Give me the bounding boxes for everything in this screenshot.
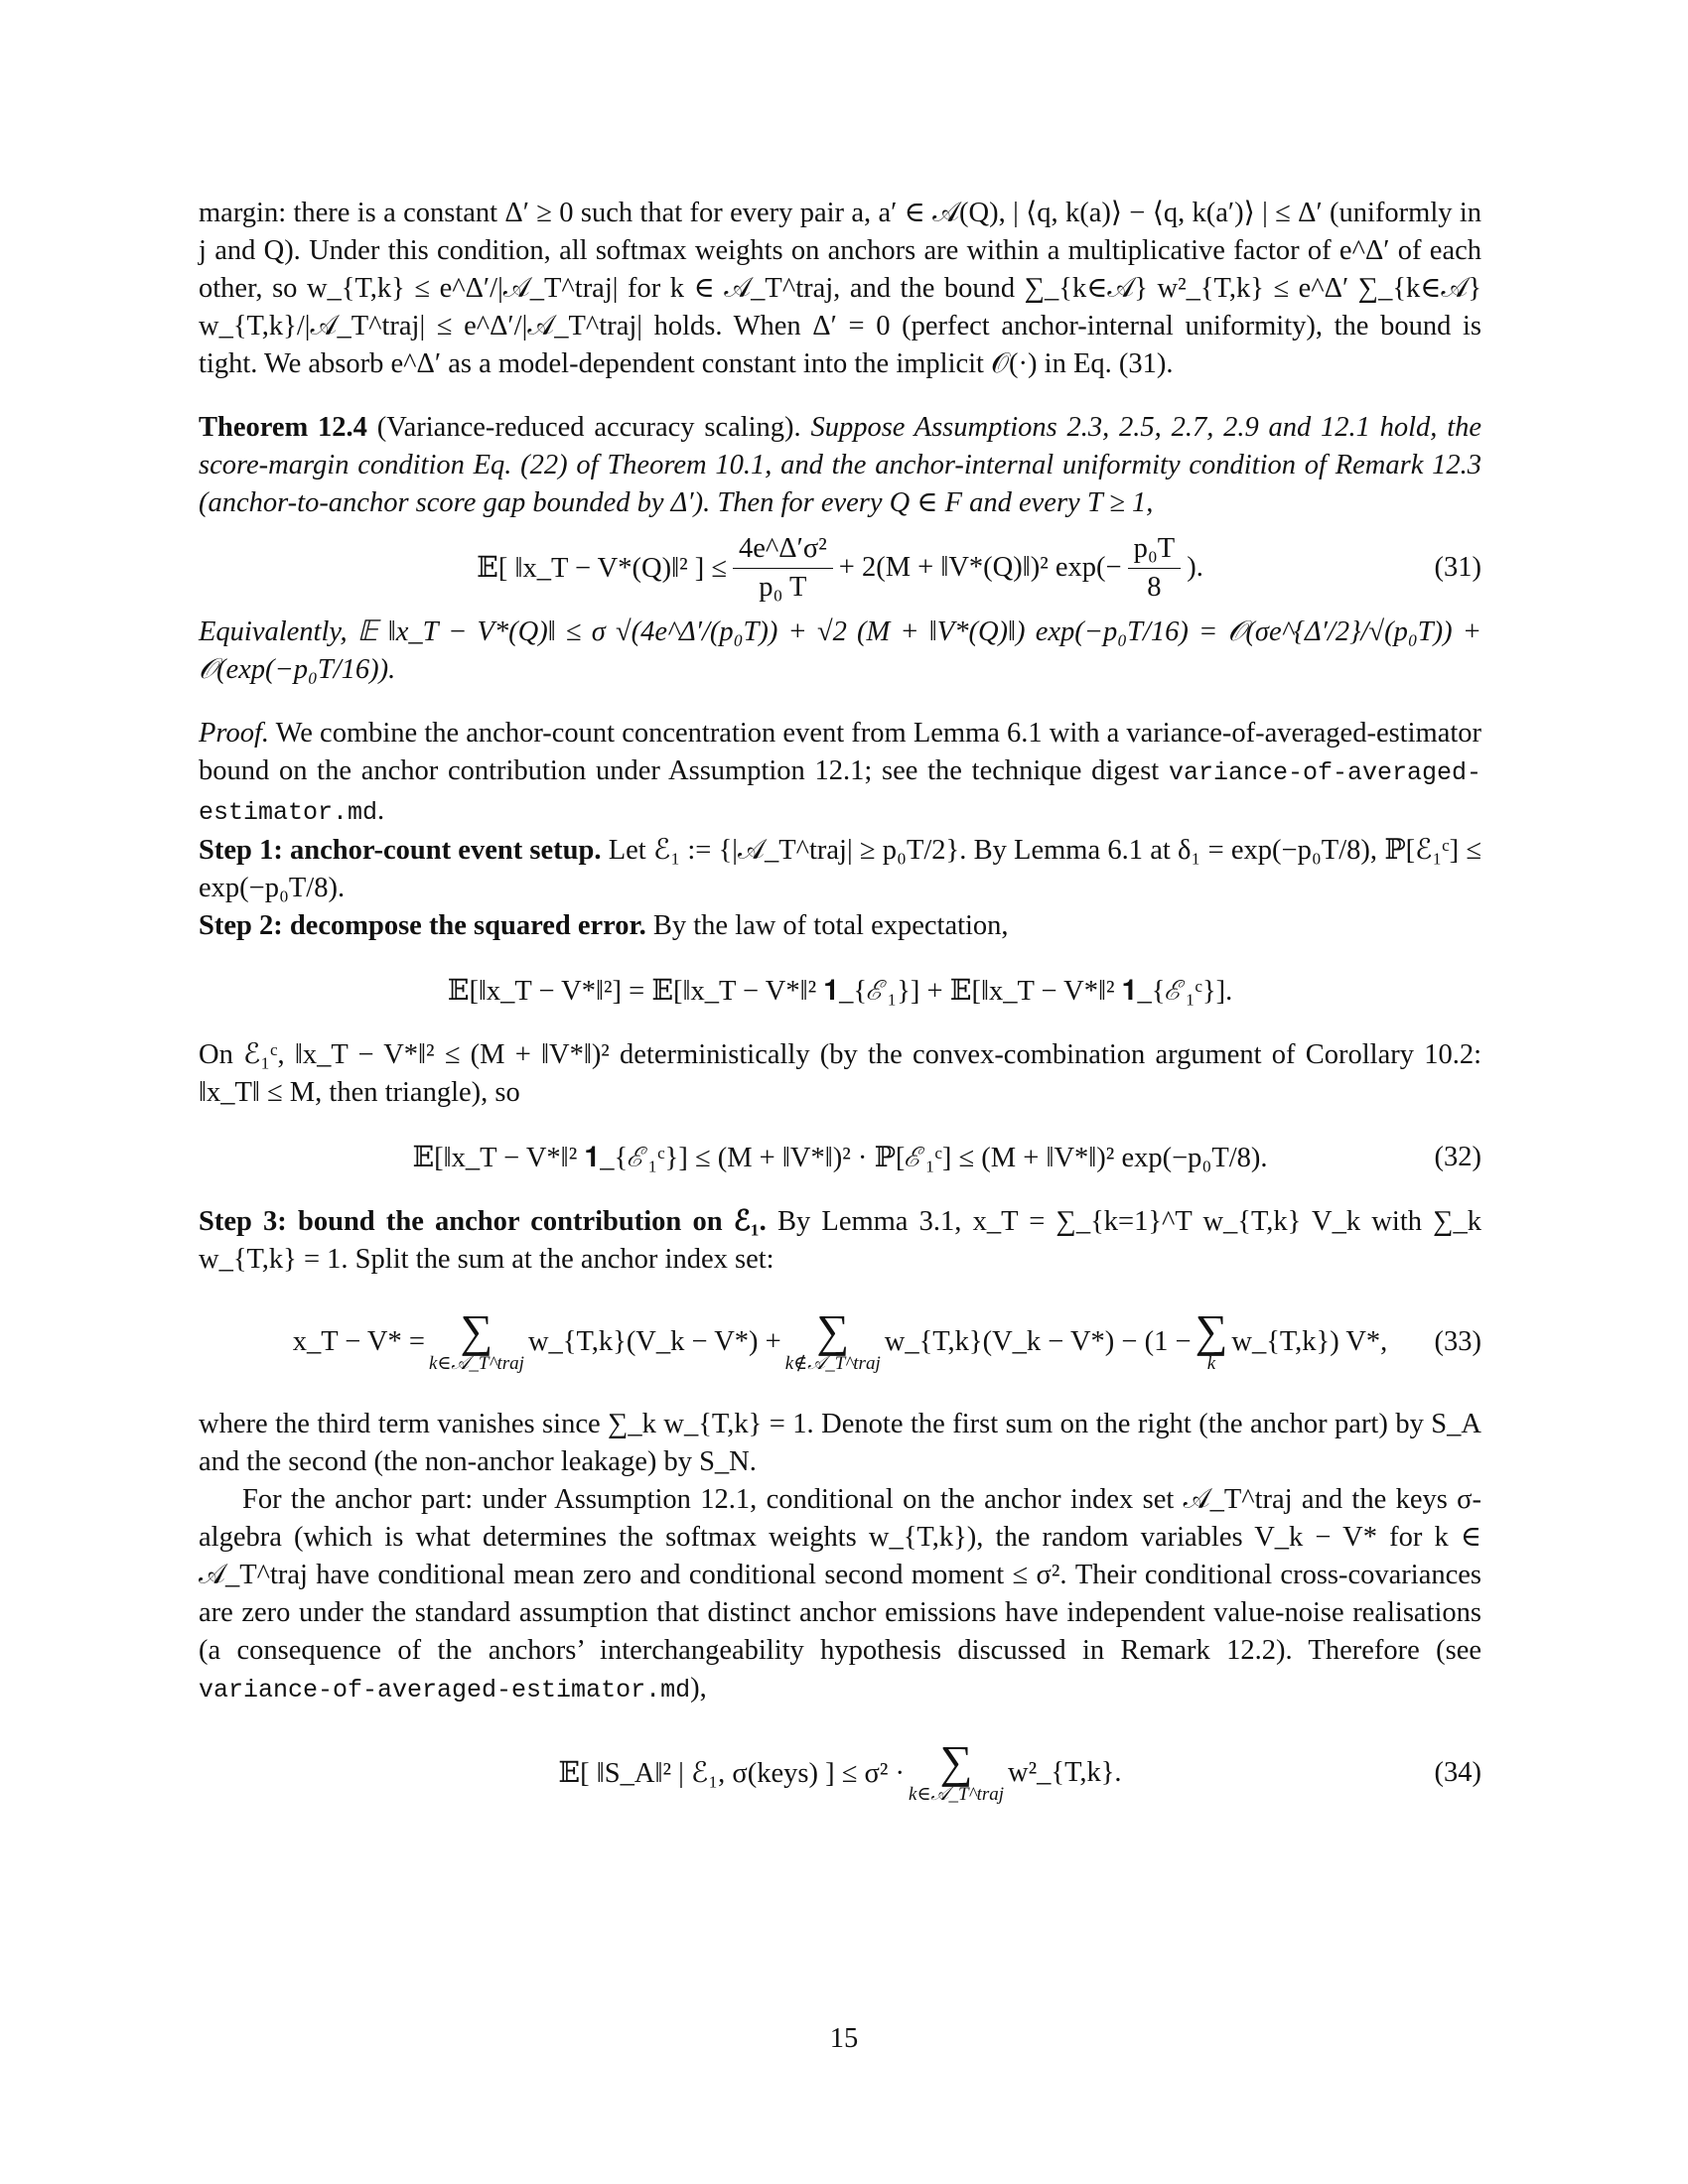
eq31-tail: ). [1187, 552, 1203, 583]
after-33 [199, 1406, 1481, 1481]
step-3-label: Step 3: bound the anchor contribution on ℰ₁. [199, 1206, 767, 1237]
step-2-text: By the law of total expectation, [652, 910, 1009, 941]
eq33-sum-all [1195, 1305, 1228, 1375]
step-2-label: Step 2: decompose the squared error. [199, 910, 646, 941]
eq33-lhs: x_T − V* = [292, 1326, 425, 1357]
eq33-sum-all-limit: k [1206, 1353, 1216, 1374]
anchor-part-end: ), [690, 1673, 707, 1704]
equation-33 [199, 1279, 1481, 1406]
eq31-frac-numerator: 4e^Δ′σ² [733, 532, 833, 569]
equation-decomposition [199, 945, 1481, 1036]
equation-32 [199, 1112, 1481, 1203]
theorem-label: Theorem 12.4 [199, 412, 367, 443]
equivalently-text: Equivalently, 𝔼 ‖x_T − V*(Q)‖ ≤ σ √(4e^Δ′/(p₀T)) + √2 (M + ‖V*(Q)‖) exp(−p₀T/16) = 𝒪(σe^{Δ′/2}/√(p₀T)) + 𝒪(exp(−p₀T/16)). [199, 616, 1481, 685]
sum-symbol: ∑ [1195, 1305, 1228, 1356]
eq31-frac-denominator: p₀ T [759, 571, 807, 603]
eq33-sum-nonanchor-limit: k∉𝒜_T^traj [784, 1353, 881, 1374]
eq33-sum-anchor [428, 1305, 524, 1375]
after-decomposition-text: On ℰ₁ᶜ, ‖x_T − V*‖² ≤ (M + ‖V*‖)² deterministically (by the convex-combination argument of Corollary 10.2: ‖x_T‖ ≤ M, then triangle), so [199, 1039, 1481, 1108]
eq31-fraction [733, 532, 833, 605]
step-1 [199, 832, 1481, 907]
eq31-exp-denominator: 8 [1147, 571, 1162, 603]
eq34-sum-limit: k∈𝒜_T^traj [909, 1784, 1005, 1805]
theorem-name: (Variance-reduced accuracy scaling). [376, 412, 801, 443]
eq34-sum [909, 1736, 1005, 1806]
eq33-term2: w_{T,k}(V_k − V*) − (1 − [884, 1326, 1192, 1357]
step-1-label: Step 1: anchor-count event setup. [199, 835, 602, 866]
theorem-12-4 [199, 409, 1481, 522]
proof-text: We combine the anchor-count concentration event from Lemma 6.1 with a variance-of-averaged-estimator bound on the anchor contribution under Assumption 12.1; see the technique digest [199, 718, 1481, 786]
eq31-mid: + 2(M + ‖V*(Q)‖)² exp(− [838, 552, 1122, 583]
proof-text-end: . [377, 795, 385, 826]
eq33-sum-nonanchor [784, 1305, 881, 1375]
step-3-text: By Lemma 3.1, x_T = ∑_{k=1}^T w_{T,k} V_k with ∑_k w_{T,k} = 1. Split the sum at the anchor index set: [199, 1206, 1482, 1275]
step-3 [199, 1203, 1481, 1279]
anchor-part-text: For the anchor part: under Assumption 12.1, conditional on the anchor index set 𝒜_T^traj and the keys σ-algebra (which is what determines the softmax weights w_{T,k}), the random variables V_k − V* for k ∈ 𝒜_T^traj have conditional mean zero and conditional second moment ≤ σ². Their conditional cross-covariances are zero under the standard assumption that distinct anchor emissions have independent value-noise realisations (a consequence of the anchors’ interchangeability hypothesis discussed in Remark 12.2). Therefore (see [199, 1484, 1481, 1666]
equation-31 [199, 522, 1481, 614]
proof-intro [199, 715, 1481, 832]
eq34-lhs: 𝔼[ ‖S_A‖² | ℰ₁, σ(keys) ] ≤ σ² · [558, 1758, 906, 1789]
eq-decomposition-body: 𝔼[‖x_T − V*‖²] = 𝔼[‖x_T − V*‖² 𝟏_{ℰ₁}] + 𝔼[‖x_T − V*‖² 𝟏_{ℰ₁ᶜ}]. [447, 976, 1233, 1007]
eq34-number: (34) [1434, 1757, 1481, 1788]
sum-symbol: ∑ [816, 1305, 850, 1356]
eq32-number: (32) [1434, 1142, 1481, 1172]
eq33-sum-anchor-limit: k∈𝒜_T^traj [428, 1353, 524, 1374]
eq34-rhs: w²_{T,k}. [1008, 1757, 1122, 1788]
page-number: 15 [829, 2023, 859, 2054]
eq31-exp-fraction [1128, 532, 1182, 605]
step-2 [199, 907, 1481, 945]
sum-symbol: ∑ [939, 1736, 973, 1787]
eq31-lhs: 𝔼[ ‖x_T − V*(Q)‖² ] ≤ [477, 553, 727, 584]
technique-file-reference: variance-of-averaged-estimator.md [199, 758, 1482, 827]
proof-label: Proof. [199, 718, 269, 749]
theorem-statement: Suppose Assumptions 2.3, 2.5, 2.7, 2.9 and 12.1 hold, the score-margin condition Eq. (22) of Theorem 10.1, and the anchor-internal uniformity condition of Remark 12.3 (anchor-to-anchor score gap bounded by Δ′). Then for every Q ∈ F and every T ≥ 1, [199, 412, 1482, 518]
eq31-exp-numerator: p₀T [1128, 532, 1182, 569]
step-1-text: Let ℰ₁ := {|𝒜_T^traj| ≥ p₀T/2}. By Lemma 6.1 at δ₁ = exp(−p₀T/8), ℙ[ℰ₁ᶜ] ≤ exp(−p₀T/8). [199, 835, 1481, 903]
page-body [199, 195, 1481, 1837]
margin-paragraph [199, 195, 1481, 383]
equivalently-paragraph [199, 614, 1481, 689]
eq33-number: (33) [1434, 1326, 1481, 1357]
eq31-number: (31) [1434, 552, 1481, 583]
anchor-part-paragraph [199, 1481, 1481, 1709]
sum-symbol: ∑ [460, 1305, 493, 1356]
anchor-file-reference: variance-of-averaged-estimator.md [199, 1676, 691, 1705]
eq33-term3: w_{T,k}) V*, [1231, 1326, 1388, 1357]
eq32-body: 𝔼[‖x_T − V*‖² 𝟏_{ℰ₁ᶜ}] ≤ (M + ‖V*‖)² · ℙ[ℰ₁ᶜ] ≤ (M + ‖V*‖)² exp(−p₀T/8). [412, 1143, 1268, 1173]
equation-34 [199, 1709, 1481, 1837]
margin-paragraph-text: margin: there is a constant Δ′ ≥ 0 such that for every pair a, a′ ∈ 𝒜(Q), | ⟨q, k(a)⟩ − ⟨q, k(a′)⟩ | ≤ Δ′ (uniformly in j and Q). Under this condition, all softmax weights on anchors are within a multiplicative factor of e^Δ′ of each other, so w_{T,k} ≤ e^Δ′/|𝒜_T^traj| for k ∈ 𝒜_T^traj, and the bound ∑_{k∈𝒜} w²_{T,k} ≤ e^Δ′ ∑_{k∈𝒜} w_{T,k}/|𝒜_T^traj| ≤ e^Δ′/|𝒜_T^traj| holds. When Δ′ = 0 (perfect anchor-internal uniformity), the bound is tight. We absorb e^Δ′ as a model-dependent constant into the implicit 𝒪(·) in Eq. (31). [199, 198, 1481, 379]
eq33-term1: w_{T,k}(V_k − V*) + [527, 1326, 781, 1357]
after-33-text: where the third term vanishes since ∑_k w_{T,k} = 1. Denote the first sum on the right (the anchor part) by S_A and the second (the non-anchor leakage) by S_N. [199, 1409, 1481, 1477]
after-decomposition [199, 1036, 1481, 1112]
